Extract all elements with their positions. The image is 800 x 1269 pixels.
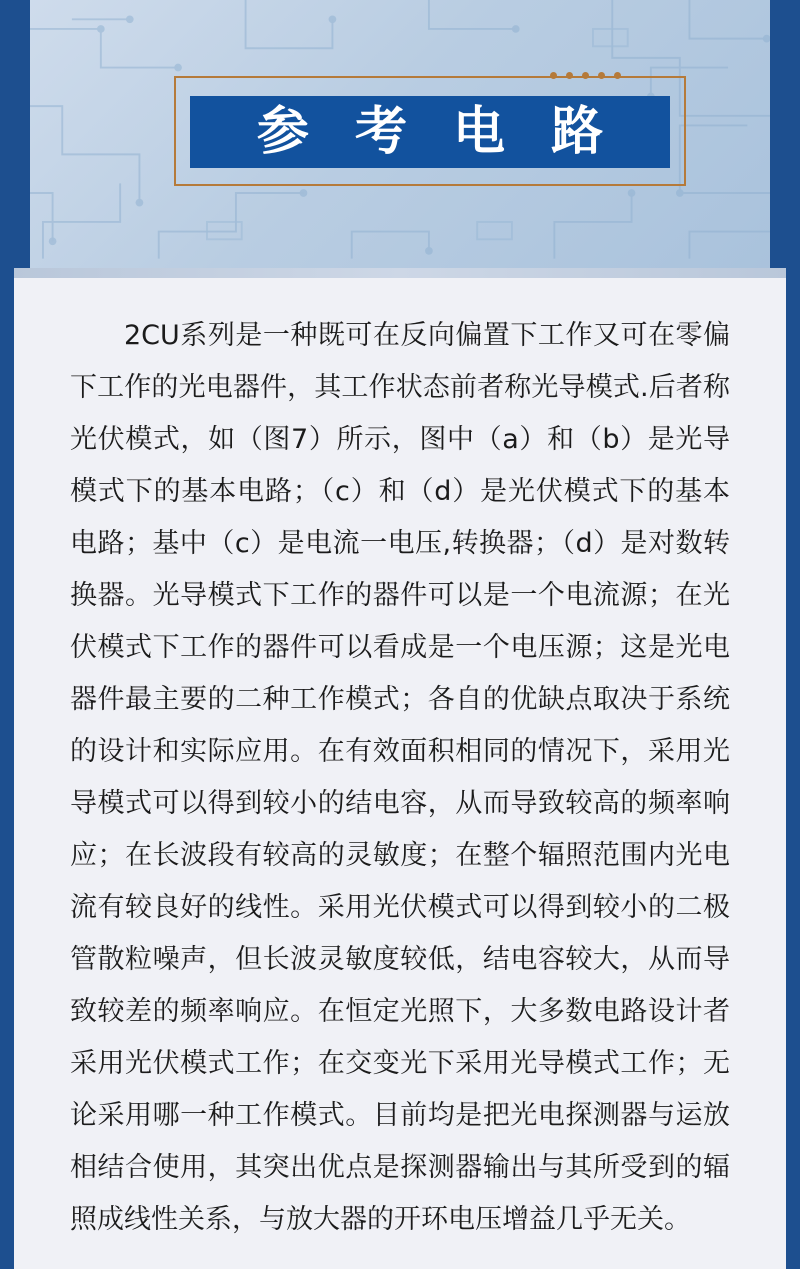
header-right-accent-bar xyxy=(770,0,786,268)
page-title: 参 考 电 路 xyxy=(256,102,618,162)
body-paragraph: 2CU系列是一种既可在反向偏置下工作又可在零偏下工作的光电器件，其工作状态前者称光导模式.后者称光伏模式，如（图7）所示，图中（a）和（b）是光导模式下的基本电路；（c）和（d）是光伏模式下的基本电路；基中（c）是电流一电压,转换器；（d）是对数转换器。光导模式下工作的器件可以是一个电流源；在光伏模式下工作的器件可以看成是一个电压源；这是光电器件最主要的二种工作模式；各自的优缺点取决于系统的设计和实际应用。在有效面积相同的情况下，采用光导模式可以得到较小的结电容，从而导致较高的频率响应；在长波段有较高的灵敏度；在整个辐照范围内光电流有较良好的线性。采用光伏模式可以得到较小的二极管散粒噪声，但长波灵敏度较低，结电容较大，从而导致较差的频率响应。在恒定光照下，大多数电路设计者采用光伏模式工作；在交变光下采用光导模式工作；无论采用哪一种工作模式。目前均是把光电探测器与运放相结合使用，其突出优点是探测器输出与其所受到的辐照成线性关系，与放大器的开环电压增益几乎无关。 xyxy=(70,320,730,1235)
title-banner xyxy=(190,96,670,168)
page-header-banner xyxy=(14,0,786,268)
header-divider xyxy=(14,268,786,304)
header-left-accent-bar xyxy=(14,0,30,268)
document-body xyxy=(14,304,786,1246)
